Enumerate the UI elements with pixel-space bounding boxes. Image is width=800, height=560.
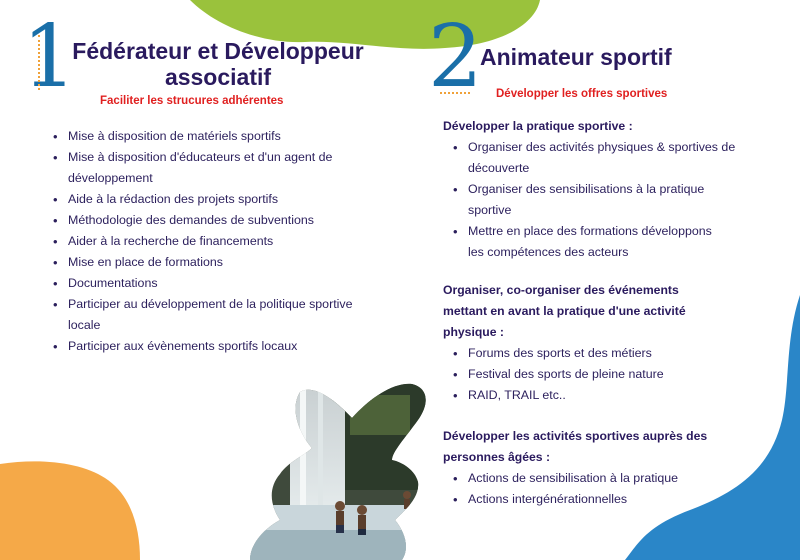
left-list-item: • Méthodologie des demandes de subventions <box>50 210 370 231</box>
left-list-item: • Participer aux évènements sportifs locaux <box>50 336 370 357</box>
right-section-list <box>450 137 770 263</box>
right-list-item: • Actions de sensibilisation à la pratique <box>450 468 770 489</box>
right-list-item: les compétences des acteurs <box>468 245 629 259</box>
right-subtitle: Développer les offres sportives <box>496 88 668 100</box>
left-list-item: • Documentations <box>50 273 370 294</box>
left-list-item: • Mise à disposition de matériels sportifs <box>50 126 370 147</box>
right-list-item: • Festival des sports de pleine nature <box>450 364 770 385</box>
section-number-2: 2 <box>428 7 483 107</box>
left-list-item: • Aide à la rédaction des projets sportifs <box>50 189 370 210</box>
left-list-item: • Aider à la recherche de financements <box>50 231 370 252</box>
right-section-list <box>450 343 770 406</box>
left-title-line1: Fédérateur et Développeur <box>72 38 364 64</box>
left-subtitle: Faciliter les strucures adhérentes <box>100 95 284 107</box>
right-section-heading: Développer la pratique sportive : <box>443 119 633 133</box>
right-list-item: • Actions intergénérationnelles <box>450 489 770 510</box>
right-section-heading: Organiser, co-organiser des événements <box>443 283 679 297</box>
left-list-item: développement <box>68 171 153 185</box>
right-list-item: • Forums des sports et des métiers <box>450 343 770 364</box>
right-title: Animateur sportif <box>480 44 672 70</box>
right-section-list <box>450 468 770 510</box>
right-list-item: • Mettre en place des formations développons <box>450 221 770 242</box>
dotted-accent-left <box>38 35 40 90</box>
right-section-heading: personnes âgées : <box>443 450 551 464</box>
right-section-heading: Développer les activités sportives auprès des <box>443 429 708 443</box>
left-list <box>50 126 370 357</box>
right-section-heading: mettant en avant la pratique d'une activité <box>443 304 686 318</box>
right-list-item: • RAID, TRAIL etc.. <box>450 385 770 406</box>
right-list-item: • Organiser des activités physiques & sportives de <box>450 137 770 158</box>
dotted-accent-right <box>440 92 470 94</box>
left-list-item: • Mise à disposition d'éducateurs et d'un agent de <box>50 147 370 168</box>
right-list-item: découverte <box>468 161 530 175</box>
right-list-item: • Organiser des sensibilisations à la pratique <box>450 179 770 200</box>
right-list-item: sportive <box>468 203 512 217</box>
right-section-heading: physique : <box>443 325 504 339</box>
left-title-line2: associatif <box>164 64 272 90</box>
section-number-1: 1 <box>22 7 77 107</box>
left-list-item: locale <box>68 318 101 332</box>
left-list-item: • Mise en place de formations <box>50 252 370 273</box>
left-list-item: • Participer au développement de la politique sportive <box>50 294 370 315</box>
